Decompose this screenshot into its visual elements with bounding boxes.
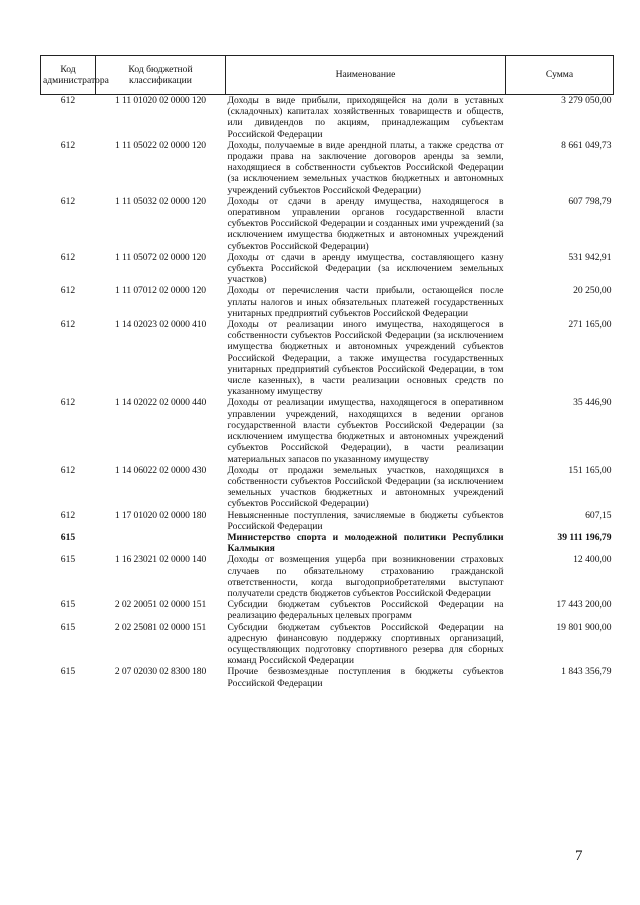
row-sum: 531 942,91 [568, 251, 612, 263]
table-header-row [41, 56, 614, 95]
row-budget-code: 1 16 23021 02 0000 140 [114, 554, 207, 566]
row-admin-code: 612 [60, 509, 76, 521]
row-budget-code: 1 14 02022 02 0000 440 [114, 397, 207, 409]
table-row [41, 196, 614, 252]
row-admin-code: 615 [60, 621, 76, 633]
table-row [41, 285, 614, 319]
table-row [41, 666, 614, 688]
row-name: Доходы, получаемые в виде арендной платы, а также средства от продажи права на заключение договоров аренды за земли, находящиеся в собственности субъектов Российской Федерации (за исключением земельных участков бюджетных и автономных учреждений субъектов Российской Федерации) [227, 139, 504, 196]
row-budget-code: 1 11 01020 02 0000 120 [115, 95, 206, 106]
row-sum: 35 446,90 [573, 397, 612, 409]
table-row [41, 554, 614, 599]
table-row [41, 510, 614, 532]
row-name: Министерство спорта и молодежной политики Республики Калмыкия [227, 531, 504, 555]
table-row [41, 252, 614, 286]
row-budget-code: 2 02 20051 02 0000 151 [114, 599, 207, 611]
row-name: Субсидии бюджетам субъектов Российской Федерации на адресную финансовую поддержку спортивных организаций, осуществляющих подготовку спортивного резерва для сборных команд Российской Федерации [227, 621, 504, 667]
page-number: 7 [575, 848, 583, 864]
row-sum: 151 165,00 [568, 464, 612, 476]
row-budget-code [96, 532, 226, 554]
row-budget-code: 1 11 05072 02 0000 120 [115, 251, 206, 263]
row-budget-code: 1 14 06022 02 0000 430 [114, 464, 207, 476]
row-sum: 3 279 050,00 [561, 95, 612, 106]
budget-table [40, 55, 614, 689]
row-admin-code: 612 [60, 464, 76, 476]
row-admin-code: 615 [60, 599, 76, 611]
row-sum: 1 843 356,79 [561, 666, 612, 678]
row-name: Доходы от возмещения ущерба при возникновении страховых случаев по обязательному страхованию гражданской ответственности, когда выгодоприобретателями выступают получатели средств бюджетов субъектов Российской Федерации [227, 554, 504, 599]
row-admin-code: 612 [60, 139, 76, 151]
row-admin-code: 612 [60, 95, 76, 106]
table-row [41, 397, 614, 464]
row-budget-code: 1 14 02023 02 0000 410 [114, 319, 207, 331]
row-sum: 17 443 200,00 [556, 599, 612, 611]
table-row [41, 622, 614, 667]
row-name: Невыясненные поступления, зачисляемые в бюджеты субъектов Российской Федерации [227, 509, 504, 532]
row-sum: 19 801 900,00 [556, 621, 612, 633]
row-name: Доходы от реализации иного имущества, находящегося в собственности субъектов Российской Федерации (за исключением имущества бюджетных и автономных учреждений субъектов Российской Федерации, а также имущества государственных унитарных предприятий субъектов Российской Федерации, в том числе казенных), в части реализации основных средств по указанному имуществу [227, 319, 504, 398]
table-row [41, 319, 614, 397]
row-sum: 607,15 [585, 509, 612, 521]
row-name: Доходы в виде прибыли, приходящейся на доли в уставных (складочных) капиталах хозяйственных товариществ и обществ, или дивидендов по акциям, принадлежащим субъектам Российской Федерации [227, 95, 504, 140]
table-body [41, 95, 614, 689]
row-sum: 607 798,79 [568, 195, 612, 207]
row-budget-code: 2 02 25081 02 0000 151 [114, 621, 207, 633]
header-sum: Сумма [506, 56, 614, 95]
row-sum: 12 400,00 [573, 554, 612, 566]
row-name: Прочие безвозмездные поступления в бюджеты субъектов Российской Федерации [227, 666, 504, 689]
row-name: Субсидии бюджетам субъектов Российской Федерации на реализацию федеральных целевых программ [227, 599, 504, 622]
row-admin-code: 612 [60, 397, 76, 409]
row-admin-code: 612 [60, 195, 76, 207]
table-row [41, 140, 614, 196]
row-sum: 8 661 049,73 [561, 139, 612, 151]
row-admin-code: 612 [60, 319, 76, 331]
row-budget-code: 1 17 01020 02 0000 180 [114, 509, 207, 521]
row-name: Доходы от перечисления части прибыли, остающейся после уплаты налогов и иных обязательных платежей государственных унитарных предприятий субъектов Российской Федерации [227, 285, 504, 319]
table-row [41, 95, 614, 140]
header-name: Наименование [226, 56, 506, 95]
row-sum: 39 111 196,79 [557, 531, 612, 543]
table-row [41, 599, 614, 621]
row-name: Доходы от продажи земельных участков, находящихся в собственности субъектов Российской Федерации (за исключением земельных участков бюджетных и автономных учреждений субъектов Российской Федерации) [227, 464, 504, 510]
row-name: Доходы от сдачи в аренду имущества, составляющего казну субъекта Российской Федерации (за исключением земельных участков) [227, 251, 504, 286]
row-name: Доходы от сдачи в аренду имущества, находящегося в оперативном управлении органов государственной власти субъектов Российской Федерации и созданных ими учреждений (за исключением имущества бюджетных и автономных учреждений субъектов Российской Федерации) [227, 195, 504, 252]
row-budget-code: 2 07 02030 02 8300 180 [114, 666, 207, 678]
header-admin: Код администратора [41, 56, 96, 95]
header-code: Код бюджетной классификации [96, 56, 226, 95]
row-budget-code: 1 11 05032 02 0000 120 [115, 195, 206, 207]
row-admin-code: 612 [60, 285, 76, 297]
row-budget-code: 1 11 07012 02 0000 120 [115, 285, 206, 297]
row-admin-code: 612 [60, 251, 76, 263]
row-admin-code: 615 [60, 531, 76, 543]
row-sum: 271 165,00 [568, 319, 612, 331]
row-admin-code: 615 [60, 666, 76, 678]
row-name: Доходы от реализации имущества, находящегося в оперативном управлении учреждений, находящихся в ведении органов государственной власти субъектов Российской Федерации (за исключением имущества бюджетных и автономных учреждений субъектов Российской Федерации), в части реализации материальных запасов по указанному имуществу [227, 397, 504, 465]
row-admin-code: 615 [60, 554, 76, 566]
row-sum: 20 250,00 [573, 285, 612, 297]
row-budget-code: 1 11 05022 02 0000 120 [115, 139, 206, 151]
table-row [41, 465, 614, 510]
table-row [41, 532, 614, 554]
